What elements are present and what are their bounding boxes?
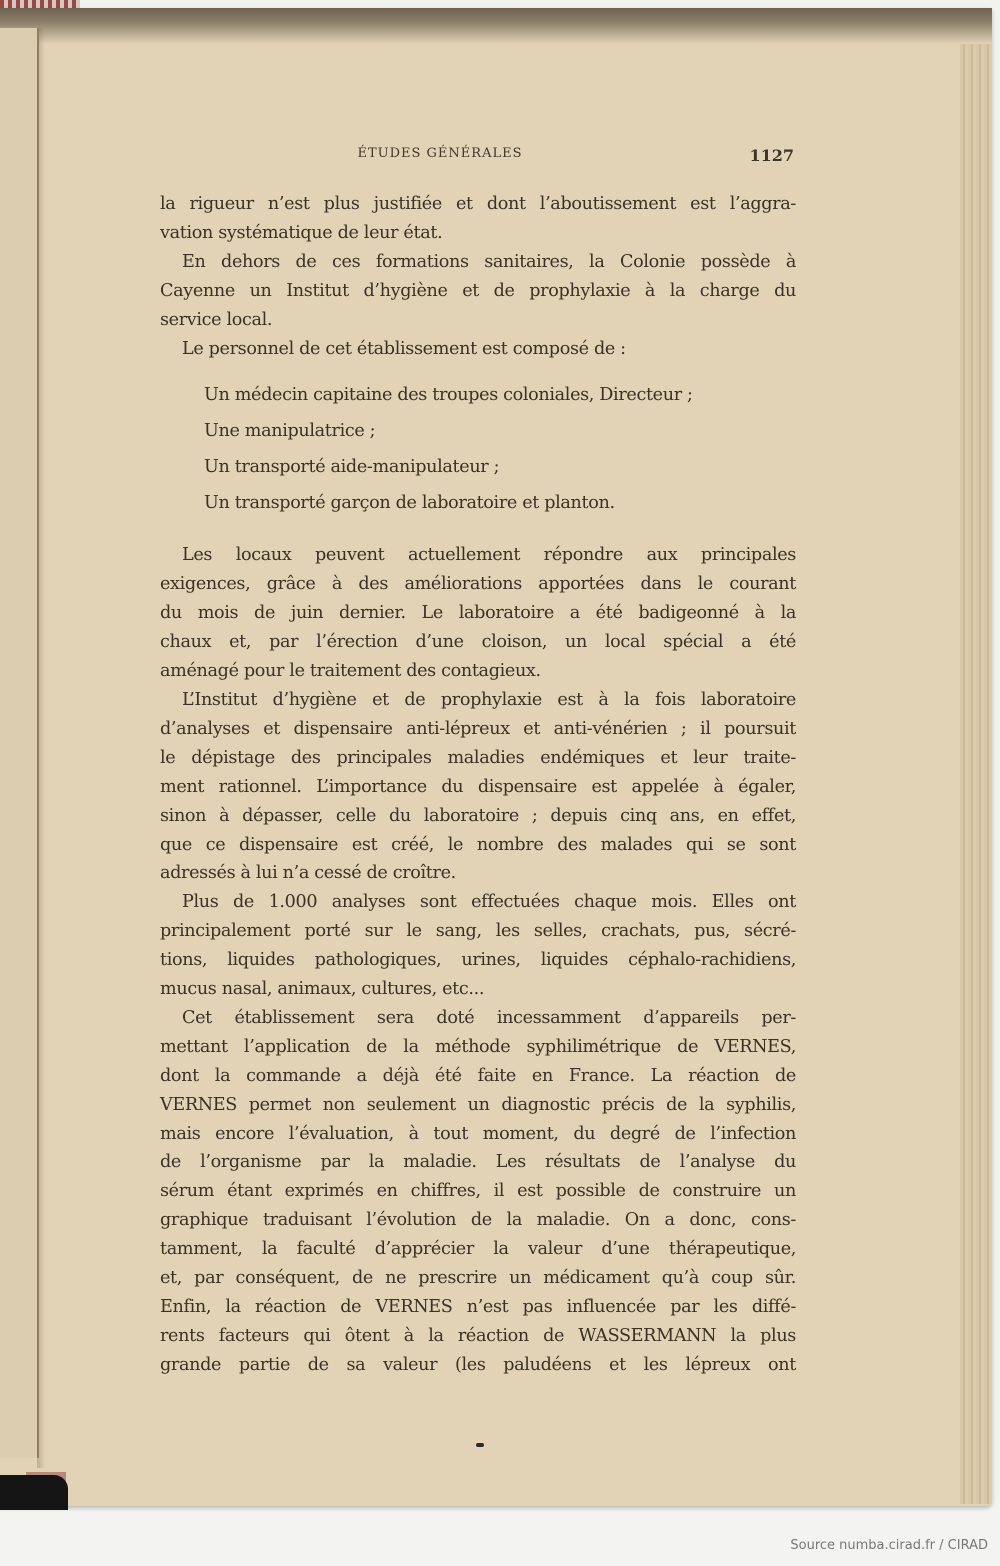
text-line: dont la commande a déjà été faite en France. La réaction de [160,1065,796,1086]
text-line: le dépistage des principales maladies endémiques et leur traite- [160,747,796,768]
paragraph [160,686,796,888]
paragraph [160,1004,796,1380]
paragraph [160,335,796,364]
text-line: Plus de 1.000 analyses sont effectuées chaque mois. Elles ont [182,892,796,913]
text-line: L’Institut d’hygiène et de prophylaxie est à la fois laboratoire [182,689,796,710]
text-line: sinon à dépasser, celle du laboratoire ; depuis cinq ans, en effet, [160,805,796,826]
text-line: rents facteurs qui ôtent à la réaction de WASSERMANN la plus [160,1325,796,1346]
page-top-edge [0,8,992,44]
text-line: Enfin, la réaction de VERNES n’est pas influencée par les diffé- [160,1297,796,1317]
text-line: Les locaux peuvent actuellement répondre aux principales [182,545,796,566]
paragraph [160,248,796,335]
text-line: tions, liquides pathologiques, urines, liquides céphalo-rachidiens, [160,950,796,971]
body-text [160,190,796,1380]
staff-list-item: Un médecin capitaine des troupes coloniales, Directeur ; [204,385,693,406]
text-line: Cayenne un Institut d’hygiène et de prophylaxie à la charge du [160,280,796,301]
text-line: aménagé pour le traitement des contagieux. [160,661,541,682]
text-line: adressés à lui n’a cessé de croître. [160,863,456,884]
page-stack-edges [960,44,992,1504]
text-line: d’analyses et dispensaire anti-lépreux et anti-vénérien ; il poursuit [160,718,796,739]
text-line: du mois de juin dernier. Le laboratoire a été badigeonné à la [160,603,796,624]
gutter-shadow [37,28,45,1468]
text-line: mettant l’application de la méthode syphilimétrique de VERNES, [160,1036,796,1057]
ink-mark [476,1443,484,1447]
paragraph [160,888,796,1004]
staff-list [160,377,796,521]
paragraph [160,190,796,248]
paragraph [160,541,796,686]
text-line: grande partie de sa valeur (les paludéens et les lépreux ont [160,1354,796,1375]
text-line: Le personnel de cet établissement est composé de : [182,338,626,359]
text-line: exigences, grâce à des améliorations apportées dans le courant [160,574,796,595]
text-line: la rigueur n’est plus justifiée et dont l’aboutissement est l’aggra- [160,194,796,214]
left-facing-leaf [0,28,39,1458]
text-line: chaux et, par l’érection d’une cloison, un local spécial a été [160,632,796,653]
binding-cloth-bottom [0,1475,68,1510]
text-line: ment rationnel. L’importance du dispensaire est appelée à égaler, [160,776,796,797]
text-line: service local. [160,309,273,330]
source-credit: Source numba.cirad.fr / CIRAD [790,1538,988,1553]
running-head-title: ÉTUDES GÉNÉRALES [357,146,523,161]
text-line: et, par conséquent, de ne prescrire un médicament qu’à coup sûr. [160,1268,796,1289]
running-head [160,146,794,168]
staff-list-item: Un transporté aide-manipulateur ; [204,457,500,478]
text-line: tamment, la faculté d’apprécier la valeur d’une thérapeutique, [160,1239,796,1260]
text-line: En dehors de ces formations sanitaires, la Colonie possède à [182,251,796,272]
text-line: principalement porté sur le sang, les selles, crachats, pus, sécré- [160,921,796,942]
text-line: VERNES permet non seulement un diagnostic précis de la syphilis, [160,1094,796,1115]
text-line: de l’organisme par la maladie. Les résultats de l’analyse du [160,1152,796,1173]
text-line: sérum étant exprimés en chiffres, il est possible de construire un [160,1181,796,1202]
text-line: mucus nasal, animaux, cultures, etc... [160,979,485,1000]
text-line: mais encore l’évaluation, à tout moment, du degré de l’infection [160,1123,796,1144]
text-line: que ce dispensaire est créé, le nombre des malades qui se sont [160,834,796,855]
staff-list-item: Un transporté garçon de laboratoire et planton. [204,493,615,514]
staff-list-item: Une manipulatrice ; [204,421,376,442]
text-line: vation systématique de leur état. [160,222,443,243]
page-number: 1127 [749,146,794,165]
text-line: graphique traduisant l’évolution de la maladie. On a donc, cons- [160,1210,796,1231]
text-line: Cet établissement sera doté incessamment d’appareils per- [182,1007,796,1028]
